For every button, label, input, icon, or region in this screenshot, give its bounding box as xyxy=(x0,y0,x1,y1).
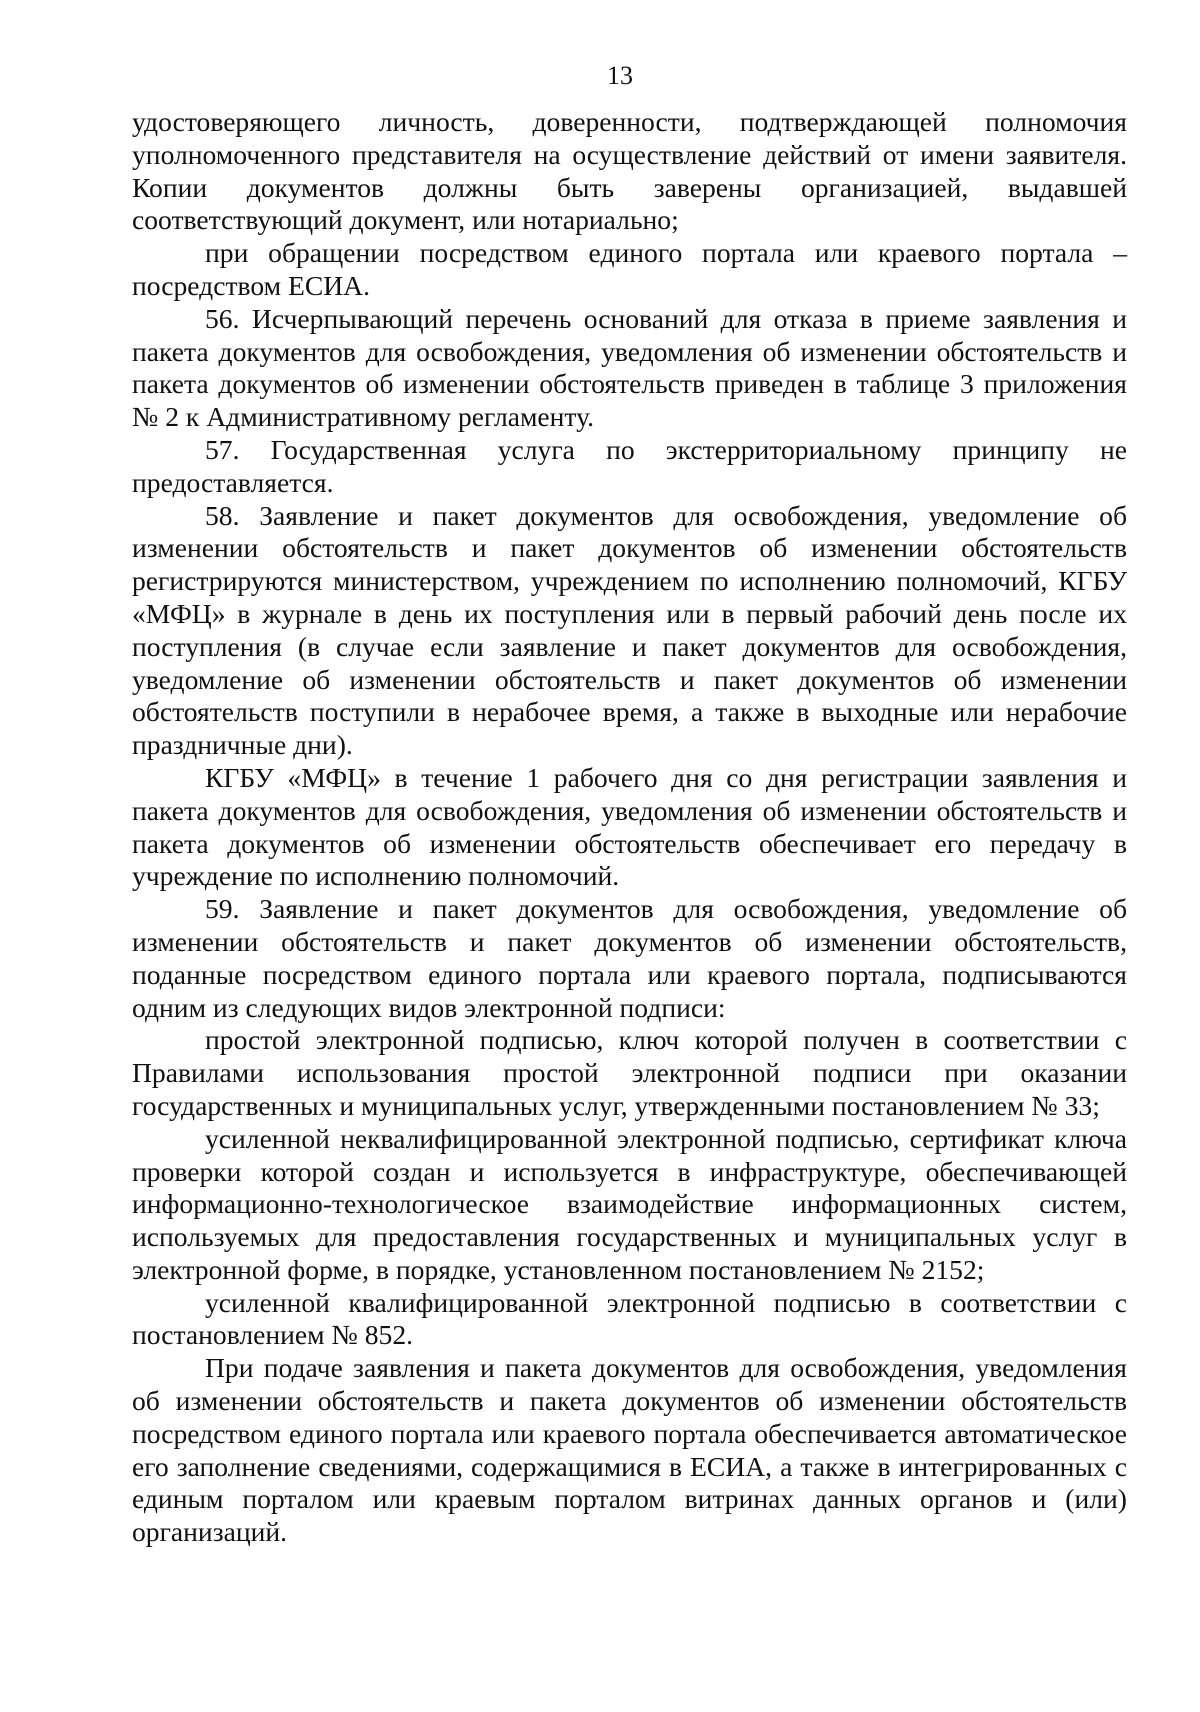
paragraph-kgbu-mfc: КГБУ «МФЦ» в течение 1 рабочего дня со дня регистрации заявления и пакета документов для освобождения, уведомления об изменении обстоятельств и пакета документов об изменении обстоятельств обеспечивает его передачу в учреждение по исполнению полномочий. xyxy=(132,761,1127,892)
paragraph-qualified-signature: усиленной квалифицированной электронной подписью в соответствии с постановлением № 852. xyxy=(132,1286,1127,1351)
paragraph-57: 57. Государственная услуга по экстерриториальному принципу не предоставляется. xyxy=(132,433,1127,498)
paragraph-56: 56. Исчерпывающий перечень оснований для отказа в приеме заявления и пакета документов для освобождения, уведомления об изменении обстоятельств и пакета документов об изменении обстоятельств приведен в таблице 3 приложения № 2 к Административному регламенту. xyxy=(132,302,1127,433)
page-number: 13 xyxy=(607,61,633,90)
paragraph-unqualified-signature: усиленной неквалифицированной электронной подписью, сертификат ключа проверки которой создан и используется в инфраструктуре, обеспечивающей информационно-технологическое взаимодействие информационных систем, используемых для предоставления государственных и муниципальных услуг в электронной форме, в порядке, установленном постановлением № 2152; xyxy=(132,1122,1127,1285)
document-body xyxy=(132,106,1127,1549)
paragraph-continuation: удостоверяющего личность, доверенности, подтверждающей полномочия уполномоченного представителя на осуществление действий от имени заявителя. Копии документов должны быть заверены организацией, выдавшей соответствующий документ, или нотариально; xyxy=(132,106,1127,236)
paragraph-59: 59. Заявление и пакет документов для освобождения, уведомление об изменении обстоятельств и пакет документов об изменении обстоятельств, поданные посредством единого портала или краевого портала, подписываются одним из следующих видов электронной подписи: xyxy=(132,893,1127,1023)
paragraph-autofill: При подаче заявления и пакета документов для освобождения, уведомления об изменении обстоятельств и пакета документов об изменении обстоятельств посредством единого портала или краевого портала обеспечивается автоматическое его заполнение сведениями, содержащимися в ЕСИА, а также в интегрированных с единым порталом или краевым порталом витринах данных органов и (или) организаций. xyxy=(132,1352,1127,1548)
paragraph-simple-signature: простой электронной подписью, ключ которой получен в соответствии с Правилами использования простой электронной подписи при оказании государственных и муниципальных услуг, утвержденными постановлением № 33; xyxy=(132,1024,1127,1121)
paragraph-58: 58. Заявление и пакет документов для освобождения, уведомление об изменении обстоятельств и пакет документов об изменении обстоятельств регистрируются министерством, учреждением по исполнению полномочий, КГБУ «МФЦ» в журнале в день их поступления или в первый рабочий день после их поступления (в случае если заявление и пакет документов для освобождения, уведомление об изменении обстоятельств и пакет документов об изменении обстоятельств поступили в нерабочее время, а также в выходные или нерабочие праздничные дни). xyxy=(132,499,1127,761)
paragraph-portal-esia: при обращении посредством единого портала или краевого портала – посредством ЕСИА. xyxy=(132,237,1127,301)
